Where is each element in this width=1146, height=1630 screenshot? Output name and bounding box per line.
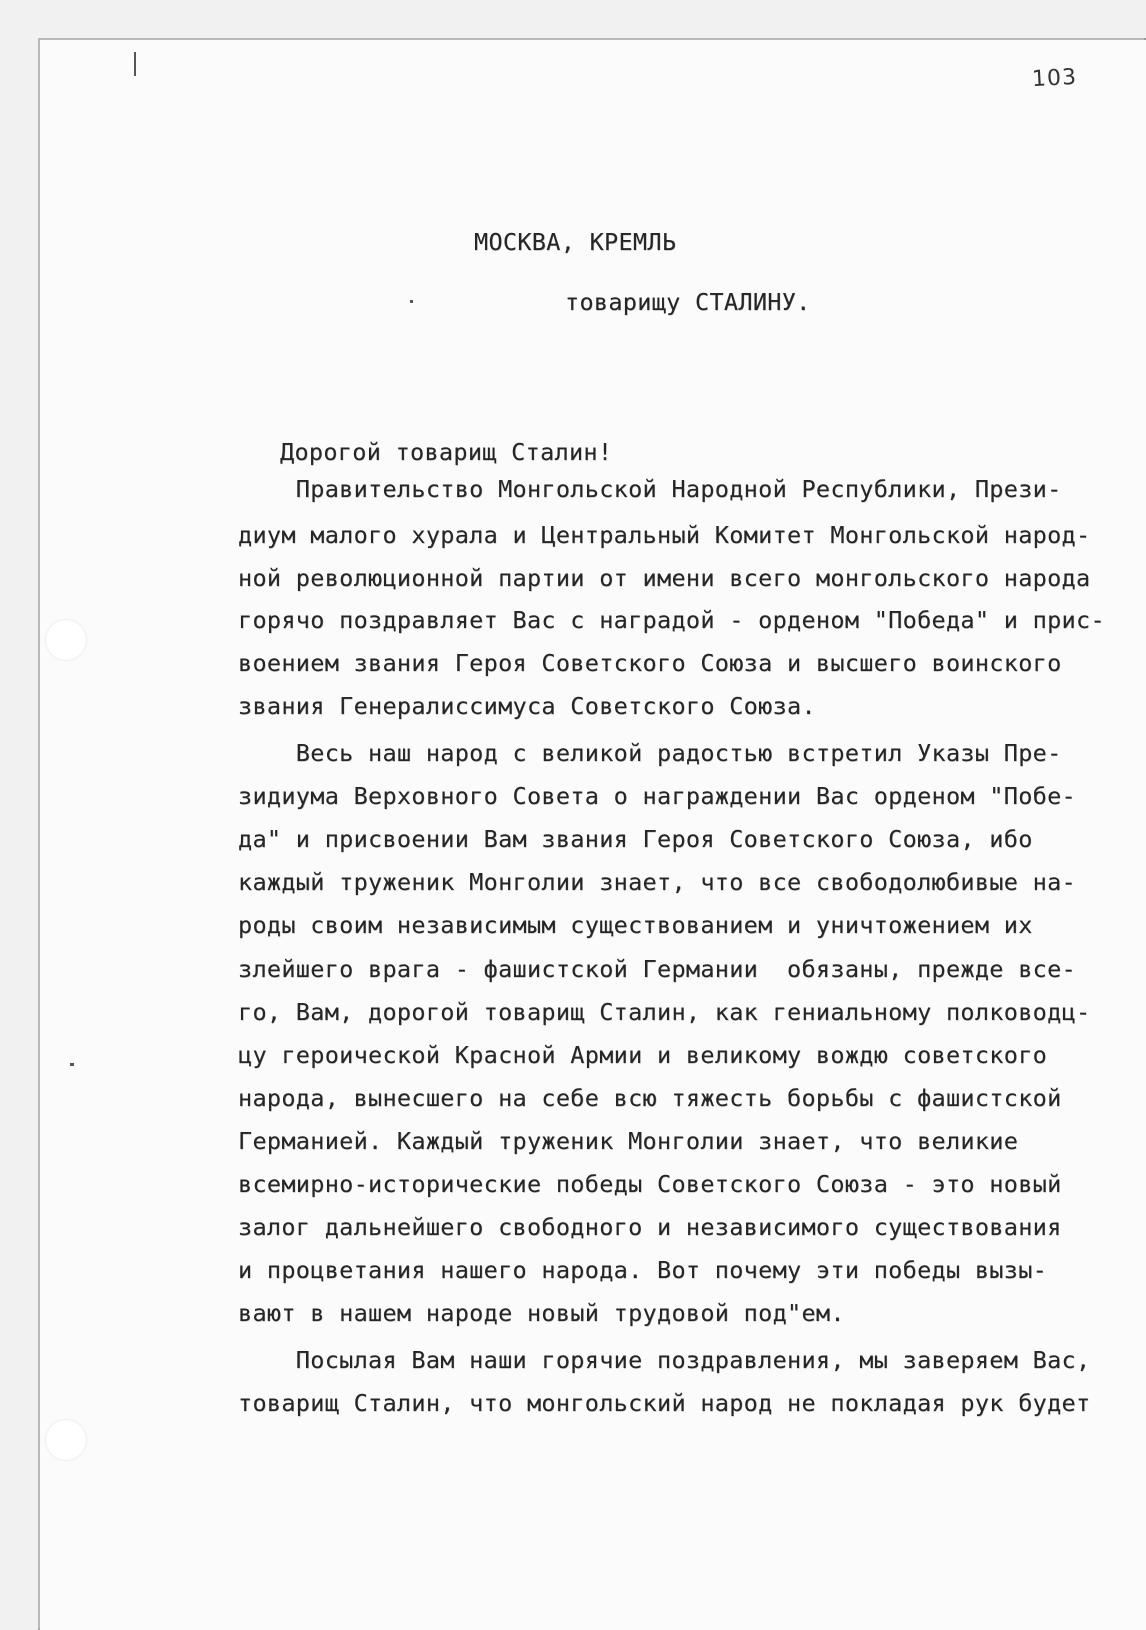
body-line: всемирно-исторические победы Советского Союза - это новый (238, 1170, 1062, 1198)
body-line: ной революционной партии от имени всего монгольского народа (238, 564, 1091, 592)
punch-hole (46, 620, 86, 660)
salutation: Дорогой товарищ Сталин! (280, 438, 613, 466)
body-line: Посылая Вам наши горячие поздравления, мы заверяем Вас, (238, 1346, 1091, 1374)
address-line-2: товарищу СТАЛИНУ. (565, 288, 811, 316)
body-line: каждый труженик Монголии знает, что все свободолюбивые на- (238, 868, 1076, 896)
address-line-1: МОСКВА, КРЕМЛЬ (474, 228, 677, 256)
body-line: Весь наш народ с великой радостью встретил Указы Пре- (238, 739, 1062, 767)
body-line: Германией. Каждый труженик Монголии знает, что великие (238, 1127, 1019, 1155)
body-line: залог дальнейшего свободного и независимого существования (238, 1213, 1062, 1241)
body-line: звания Генералиссимуса Советского Союза. (238, 692, 816, 720)
body-line: роды своим независимым существованием и уничтожением их (238, 911, 1033, 939)
body-line: воением звания Героя Советского Союза и высшего воинского (238, 649, 1062, 677)
body-line: диум малого хурала и Центральный Комитет Монгольской народ- (238, 521, 1091, 549)
body-line: народа, вынесшего на себе всю тяжесть борьбы с фашистской (238, 1084, 1062, 1112)
body-line: злейшего врага - фашистской Германии обязаны, прежде все- (238, 955, 1076, 983)
scan-mark (70, 1063, 74, 1066)
punch-hole (46, 1420, 86, 1460)
body-line: товарищ Сталин, что монгольский народ не покладая рук будет (238, 1389, 1091, 1417)
body-line: зидиума Верховного Совета о награждении Вас орденом "Побе- (238, 782, 1076, 810)
body-line: да" и присвоении Вам звания Героя Советского Союза, ибо (238, 825, 1033, 853)
body-line: и процветания нашего народа. Вот почему эти победы вызы- (238, 1256, 1048, 1284)
body-line: вают в нашем народе новый трудовой под"ем. (238, 1299, 845, 1327)
body-line: го, Вам, дорогой товарищ Сталин, как гениальному полководц- (238, 998, 1091, 1026)
body-line: горячо поздравляет Вас с наградой - орденом "Победа" и прис- (238, 606, 1105, 634)
body-line: цу героической Красной Армии и великому вождю советского (238, 1041, 1048, 1069)
scan-mark (410, 300, 413, 303)
body-line: Правительство Монгольской Народной Республики, Прези- (238, 475, 1062, 503)
page-number: 103 (1031, 64, 1078, 93)
scan-mark (134, 52, 136, 76)
